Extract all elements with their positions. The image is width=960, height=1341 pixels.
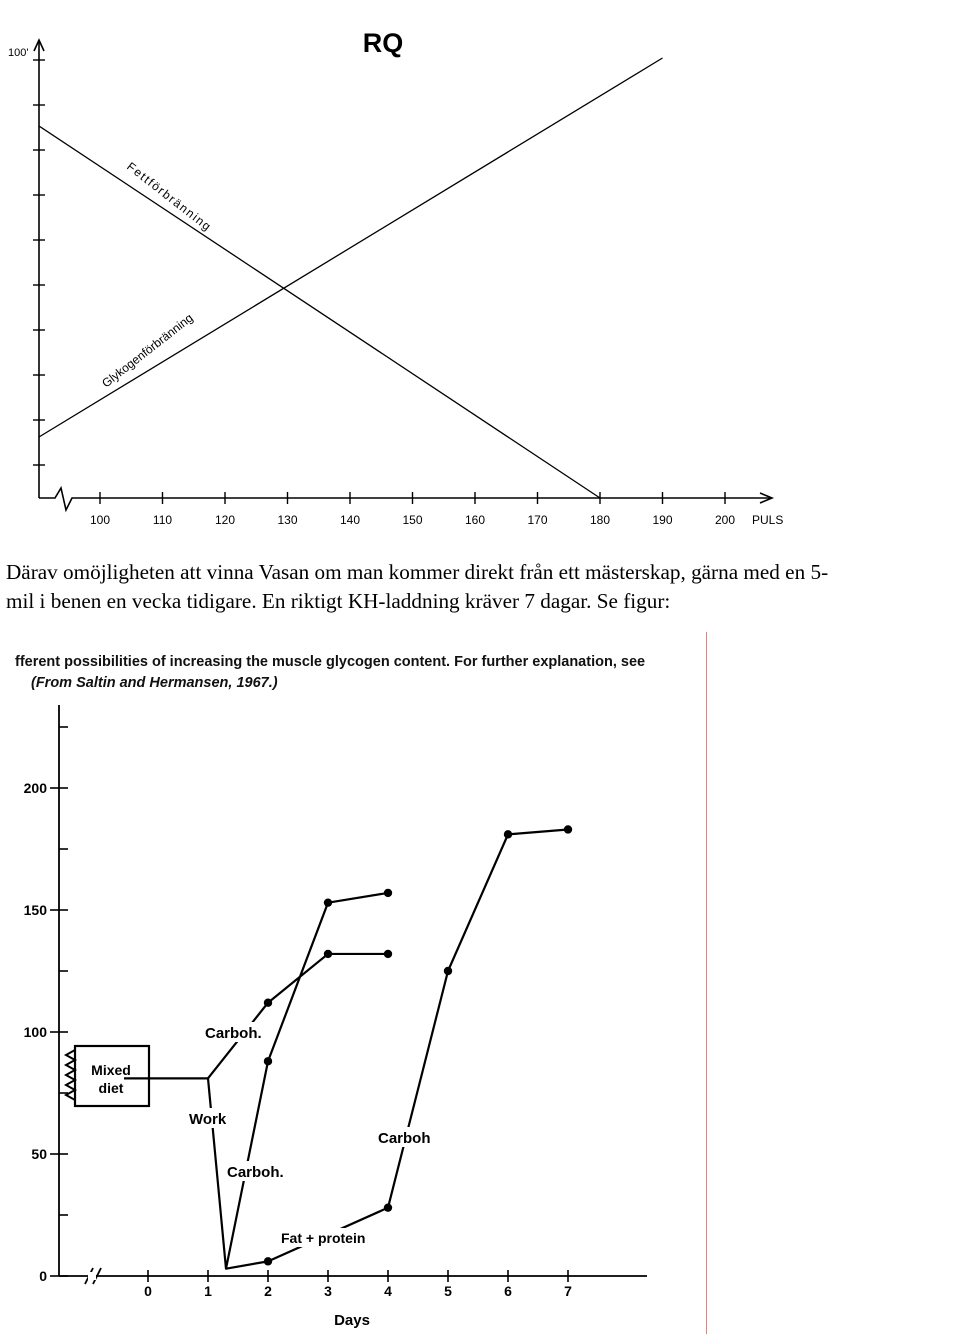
mixed-diet-label-1: Mixed — [91, 1062, 131, 1078]
glycogen-burning-line — [39, 58, 663, 437]
rq-x-axis — [39, 488, 770, 510]
label-carboh-right: Carboh — [378, 1130, 431, 1147]
caption-line-1: fferent possibilities of increasing the muscle glycogen content. For further explanation, see — [15, 654, 646, 670]
label-fat-protein: Fat + protein — [281, 1230, 366, 1246]
glyco-data-point — [264, 1057, 272, 1065]
rq-x-tick-label: 130 — [277, 513, 298, 527]
glyco-data-point — [324, 950, 332, 958]
rq-x-tick-label: 170 — [527, 513, 548, 527]
caption-line-2: (From Saltin and Hermansen, 1967.) — [31, 675, 278, 691]
glyco-series-line-3 — [226, 829, 568, 1268]
glyco-points — [264, 825, 572, 1265]
glyco-data-point — [384, 1203, 392, 1211]
glyco-series-line-1 — [208, 954, 388, 1078]
rq-chart — [0, 0, 960, 540]
rq-x-tick-labels — [90, 513, 735, 527]
glyco-y-tick-label: 50 — [31, 1146, 47, 1162]
label-carboh-upper: Carboh. — [205, 1025, 262, 1042]
body-paragraph — [6, 558, 956, 616]
rq-x-tick-label: 150 — [402, 513, 423, 527]
rq-x-tick-label: 110 — [152, 513, 173, 527]
glyco-data-point — [264, 1257, 272, 1265]
glyco-x-axis-label: Days — [334, 1312, 370, 1329]
paragraph-line-2: mil i benen en vecka tidigare. En riktigt KH-laddning kräver 7 dagar. Se figur: — [6, 589, 671, 613]
rq-y-top-label: 100' — [8, 47, 29, 59]
glyco-data-point — [384, 889, 392, 897]
glyco-series-line-2 — [208, 893, 388, 1269]
glyco-y-tick-label: 150 — [23, 902, 47, 918]
glyco-data-point — [384, 950, 392, 958]
rq-x-tick-label: 190 — [652, 513, 673, 527]
rq-x-tick-label: 160 — [464, 513, 486, 527]
rq-fat-line-label: Fettförbränning — [124, 159, 215, 235]
rq-glycogen-line-label: Glykogenförbränning — [99, 310, 196, 391]
glyco-x-tick-label: 0 — [144, 1283, 152, 1299]
glyco-data-point — [264, 999, 272, 1007]
glyco-data-point — [504, 830, 512, 838]
glyco-x-tick-label: 5 — [444, 1283, 452, 1299]
rq-x-tick-label: 100 — [89, 513, 111, 527]
glyco-data-point — [564, 825, 572, 833]
label-work: Work — [189, 1111, 227, 1128]
glyco-series — [124, 829, 568, 1268]
glyco-x-tick-labels — [144, 1283, 572, 1299]
rq-title: RQ — [362, 28, 404, 58]
rq-x-tick-label: 180 — [589, 513, 611, 527]
glyco-x-tick-label: 1 — [204, 1283, 212, 1299]
label-carboh-lower: Carboh. — [227, 1164, 284, 1181]
glyco-x-tick-label: 6 — [504, 1283, 512, 1299]
glyco-y-tick-label: 0 — [39, 1268, 47, 1284]
glyco-x-tick-label: 7 — [564, 1283, 572, 1299]
glyco-x-tick-label: 4 — [384, 1283, 392, 1299]
glyco-data-point — [324, 898, 332, 906]
glycogen-chart — [0, 630, 720, 1341]
glyco-y-tick-label: 100 — [23, 1024, 47, 1040]
mixed-diet-label-2: diet — [98, 1080, 124, 1096]
rq-x-tick-label: 140 — [339, 513, 361, 527]
glyco-y-tick-label: 200 — [23, 780, 47, 796]
rq-x-axis-label: PULS — [752, 513, 784, 527]
fat-burning-line — [39, 126, 600, 498]
glyco-x-tick-label: 2 — [264, 1283, 272, 1299]
paragraph-line-1: Därav omöjligheten att vinna Vasan om man kommer direkt från ett mästerskap, gärna med en 5- — [6, 560, 829, 584]
rq-x-tick-label: 200 — [714, 513, 736, 527]
rq-lines — [39, 58, 663, 498]
glyco-data-point — [444, 967, 452, 975]
glyco-x-tick-label: 3 — [324, 1283, 332, 1299]
glyco-y-tick-labels — [24, 780, 48, 1284]
rq-x-tick-label: 120 — [214, 513, 236, 527]
